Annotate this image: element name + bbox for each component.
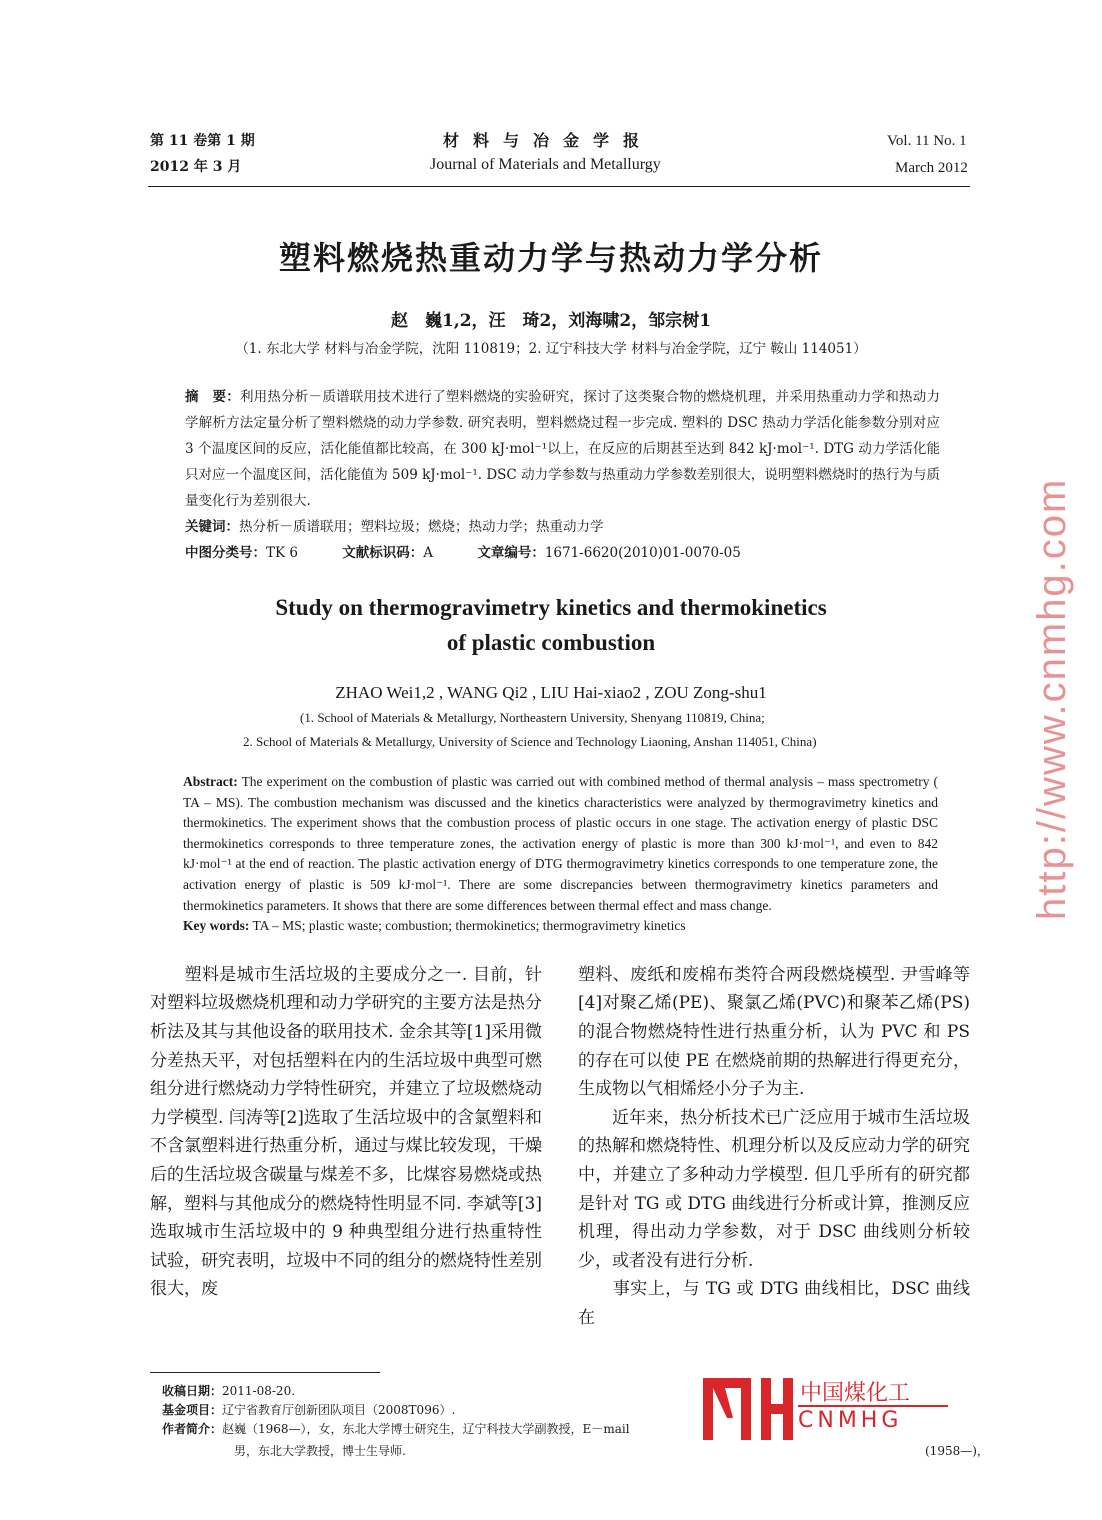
body-column-left: 塑料是城市生活垃圾的主要成分之一. 目前，针对塑料垃圾燃烧机理和动力学研究的主要方法是热分析法及其与其他设备的联用技术. 金余其等[1]采用微分差热天平，对包括塑料在内的生活垃圾中典型可燃组分进行燃烧动力学特性研究，并建立了垃圾燃烧动力学模型. 闫涛等[2]选取了生活垃圾中的含氯塑料和不含氯塑料进行热重分析，通过与煤比较发现，干燥后的生活垃圾含碳量与煤差不多，比煤容易燃烧或热解，塑料与其他成分的燃烧特性明显不同. 李斌等[3]选取城市生活垃圾中的 9 种典型组分进行热重特性试验，研究表明，垃圾中不同的组分的燃烧特性差别很大，废 [150,964,542,1300]
paper-title-en-line2: of plastic combustion [446,630,656,655]
abstract-en-label: Abstract: [183,774,238,789]
logo-divider [798,1405,948,1407]
body-paragraph: 事实上，与 TG 或 DTG 曲线相比，DSC 曲线在 [578,1279,970,1328]
date-cn: 2012 年 3 月 [150,159,242,175]
paper-title-cn: 塑料燃烧热重动力学与热动力学分析 [278,239,823,277]
clc-label: 中图分类号： [185,545,266,561]
abstract-cn-text: 利用热分析－质谱联用技术进行了塑料燃烧的实验研究，探讨了这类聚合物的燃烧机理，并采用热重动力学和热动力学解析方法定量分析了塑料燃烧的动力学参数. 研究表明，塑料燃烧过程一步完成. 塑料的 DSC 热动力学活化能参数分别对应 3 个温度区间的反应，活化能值都比较高，在 300 kJ·mol⁻¹以上，在反应的后期甚至达到 842 kJ·mol⁻¹. DTG 动力学活化能只对应一个温度区间，活化能值为 509 kJ·mol⁻¹. DSC 动力学参数与热重动力学参数差别很大，说明塑料燃烧时的热行为与质量变化行为差别很大. [185,389,941,509]
footnote-rule [150,1372,380,1373]
cnmhg-logo-mark [703,1378,793,1440]
article-no-value: 1671-6620(2010)01-0070-05 [544,545,741,561]
volume-issue-en: Vol. 11 No. 1 [887,133,967,149]
authors-en: ZHAO Wei1,2 , WANG Qi2 , LIU Hai-xiao2 , ZOU Zong-shu1 [335,683,767,702]
abstract-cn [185,384,940,514]
article-flow [0,236,1102,1332]
keywords-en-text: TA – MS; plastic waste; combustion; thermokinetics; thermogravimetry kinetics [252,918,686,934]
fund-label: 基金项目： [162,1403,223,1417]
received-date: 2011-08-20. [222,1384,296,1398]
affiliation-en-1: (1. School of Materials & Metallurgy, Northeastern University, Shenyang 110819, China; [300,710,765,725]
fund-text: 辽宁省教育厅创新团队项目（2008T096）. [222,1403,456,1417]
received-label: 收稿日期： [162,1384,223,1398]
footnote-author-line2: 男，东北大学教授，博士生导师. [234,1444,406,1458]
authors-cn: 赵 巍1,2，汪 琦2，刘海啸2，邹宗树1 [390,311,712,331]
body-paragraph: 塑料、废纸和废棉布类符合两段燃烧模型. 尹雪峰等[4]对聚乙烯(PE)、聚氯乙烯(PVC)和聚苯乙烯(PS)的混合物燃烧特性进行热重分析，认为 PVC 和 PS 的存在可以使 PE 在燃烧前期的热解进行得更充分，生成物以气相烯烃小分子为主. [578,964,970,1100]
keywords-cn [185,514,1102,540]
footnote-fund [162,1401,455,1418]
journal-name-cn: 材料与冶金学报 [443,131,654,150]
footnote-author [162,1420,630,1437]
paper-title-en-line1: Study on thermogravimetry kinetics and thermokinetics [275,595,827,620]
logo-text-cn: 中国煤化工 [800,1381,911,1406]
author-label: 作者简介： [162,1422,223,1436]
body-paragraph: 近年来，热分析技术已广泛应用于城市生活垃圾的热解和燃烧特性、机理分析以及反应动力学的研究中，并建立了多种动力学模型. 但几乎所有的研究都是针对 TG 或 DTG 曲线进行分析或计算，推测反应机理，得出动力学参数，对于 DSC 曲线则分析较少，或者没有进行分析. [578,1107,970,1271]
clc-value: TK 6 [266,545,298,561]
affiliations-cn: （1. 东北大学 材料与冶金学院，沈阳 110819；2. 辽宁科技大学 材料与冶金学院，辽宁 鞍山 114051） [235,341,867,357]
watermark-url: http://www.cnmhg.com [1030,477,1074,920]
journal-name-en: Journal of Materials and Metallurgy [430,156,661,173]
author-text: 赵巍（1968—），女，东北大学博士研究生，辽宁科技大学副教授，E－mail [222,1422,630,1436]
footnote-author-tail: (1958—)， [925,1444,989,1458]
abstract-cn-label: 摘 要： [185,389,240,405]
body-columns [150,961,970,1333]
volume-issue-cn: 第 11 卷第 1 期 [150,133,255,149]
logo-text-en: CNMHG [798,1408,903,1433]
keywords-cn-label: 关键词： [185,519,239,535]
classification [185,540,1102,566]
keywords-en-label: Key words: [183,918,250,934]
abstract-en-text: The experiment on the combustion of plastic was carried out with combined method of thermal analysis – mass spectrometry ( TA – MS). The combustion mechanism was discussed and the kinetics characteristics were analyzed by thermogravimetry kinetics and thermokinetics. The experiment shows that the combustion process of plastic occurs in one stage. The activation energy of plastic DSC thermokinetics corresponds to three temperature zones, the activation energy of plastic is more than 300 kJ·mol⁻¹, and even to 842 kJ·mol⁻¹ at the end of reaction. The plastic activation energy of DTG thermogravimetry kinetics corresponds to one temperature zone, the activation energy of plastic is 509 kJ·mol⁻¹. There are some discrepancies between thermogravimetry kinetics parameters and thermokinetics parameters. It shows that there are some differences between thermal effect and mass change. [183,774,938,913]
keywords-cn-text: 热分析－质谱联用；塑料垃圾；燃烧；热动力学；热重动力学 [239,519,604,535]
body-column-right [578,961,970,1333]
footnote-received [162,1382,295,1399]
doc-code-value: A [423,545,434,561]
doc-code-label: 文献标识码： [342,545,424,561]
article-no-label: 文章编号： [477,545,545,561]
header-rule [148,186,970,187]
date-en: March 2012 [895,160,968,176]
affiliation-en-2: 2. School of Materials & Metallurgy, University of Science and Technology Liaoning, Anshan 114051, China) [243,734,817,749]
abstract-en [183,772,938,937]
